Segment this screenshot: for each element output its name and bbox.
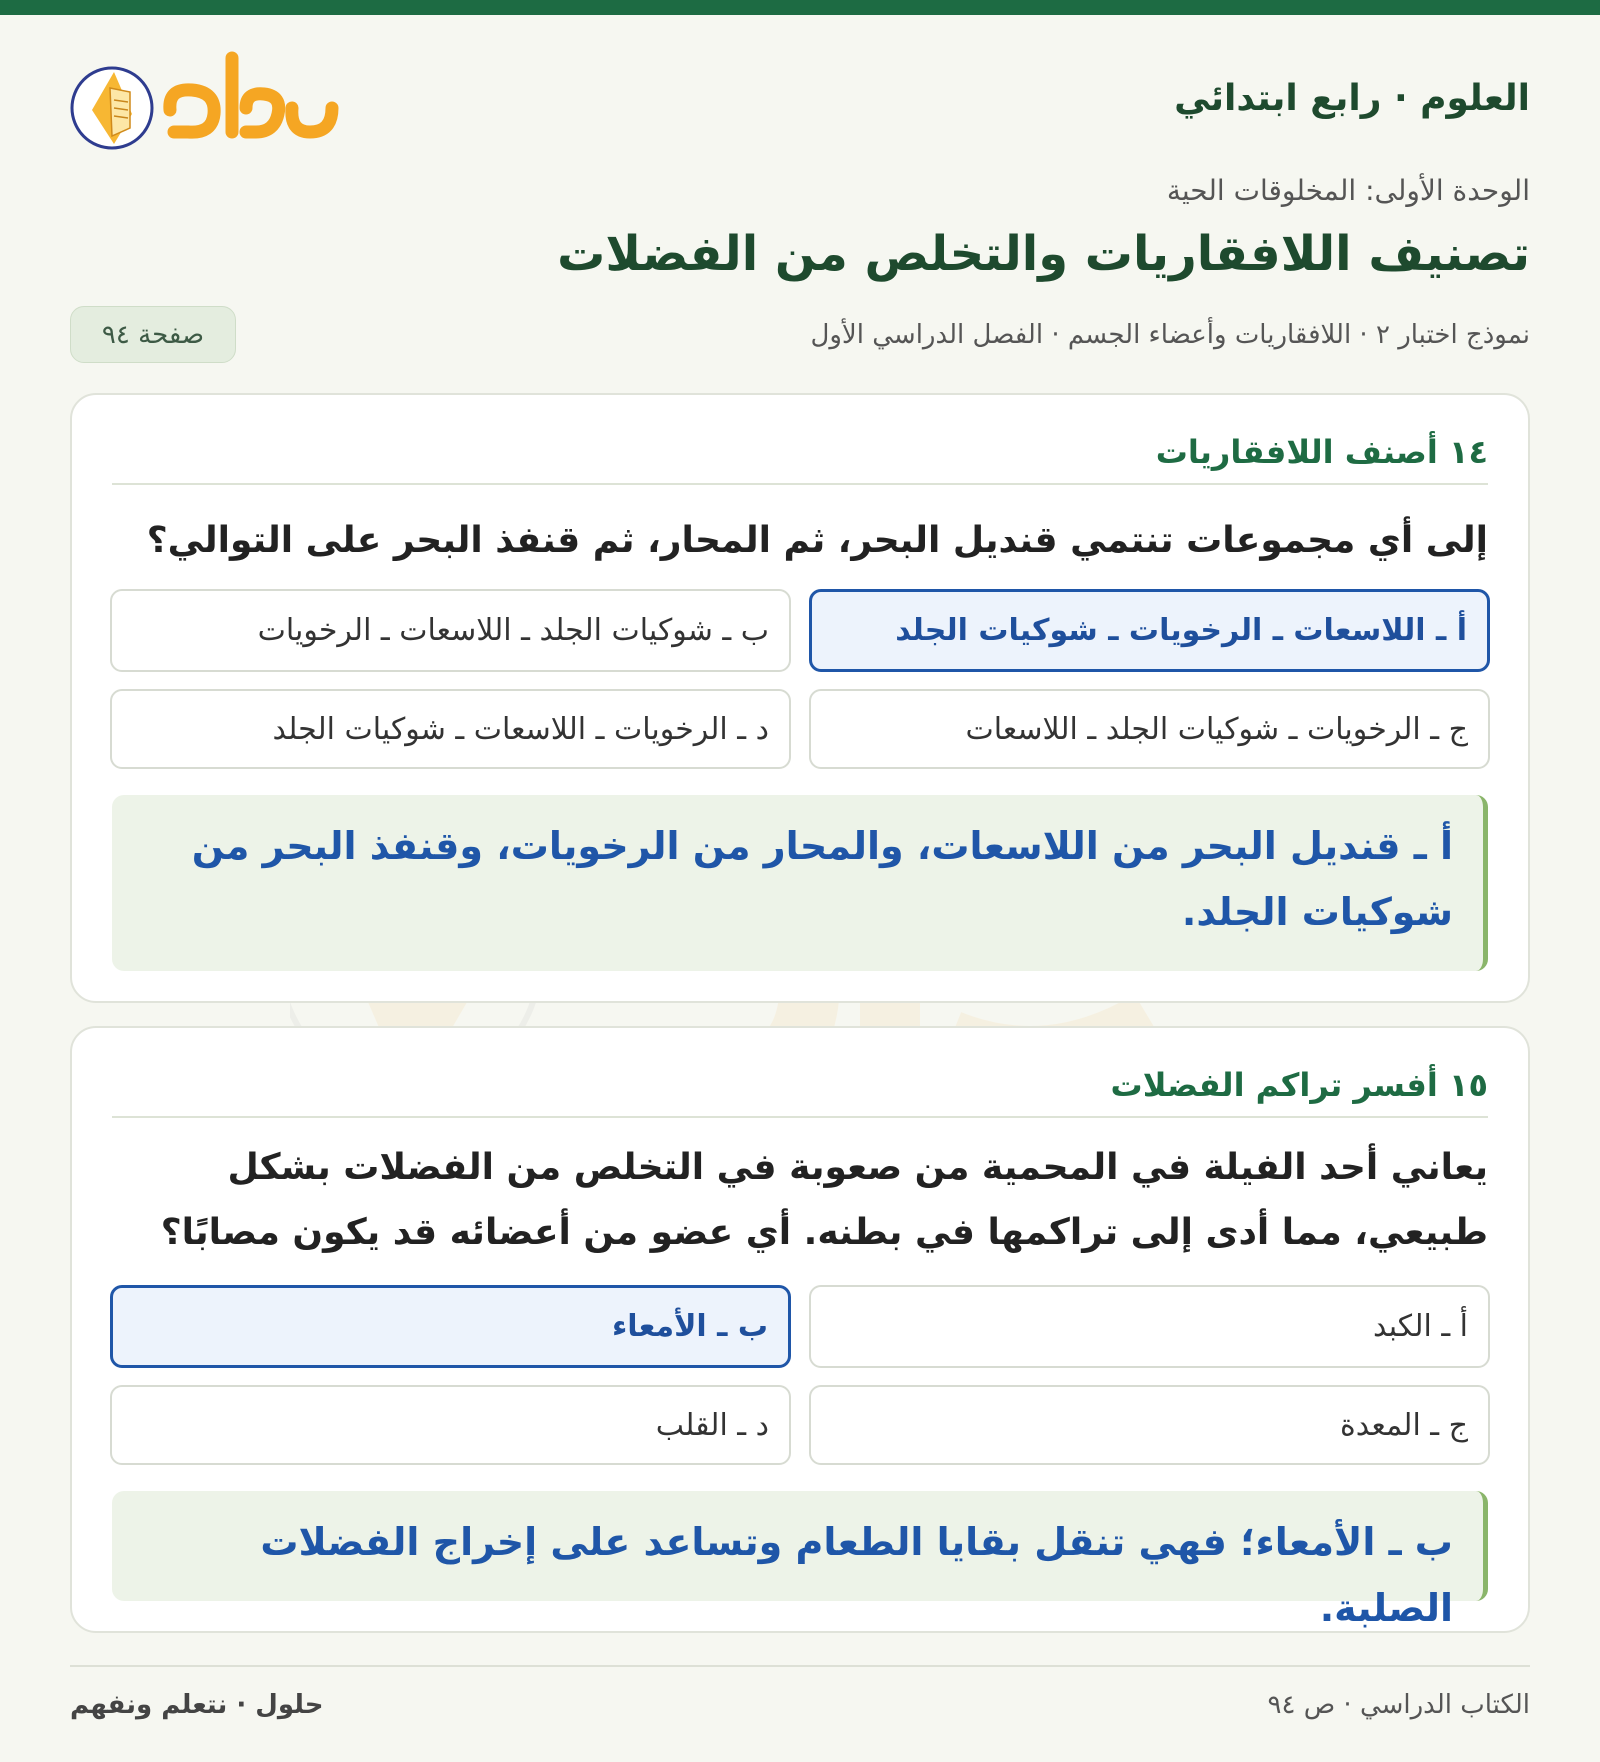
question-text: إلى أي مجموعات تنتمي قنديل البحر، ثم المحار، ثم قنفذ البحر على التوالي؟ xyxy=(146,520,1488,561)
option-label: ب ـ الأمعاء xyxy=(611,1309,768,1344)
question-card-15 xyxy=(70,1026,1530,1633)
option-d[interactable] xyxy=(110,689,791,769)
answer-box xyxy=(112,795,1488,971)
answer-box xyxy=(112,1491,1488,1630)
option-label: ب ـ شوكيات الجلد ـ اللاسعات ـ الرخويات xyxy=(257,613,769,648)
option-c[interactable] xyxy=(809,689,1490,769)
option-label: أ ـ اللاسعات ـ الرخويات ـ شوكيات الجلد xyxy=(895,613,1467,648)
option-label: د ـ القلب xyxy=(655,1407,769,1443)
option-label: ج ـ الرخويات ـ شوكيات الجلد ـ اللاسعات xyxy=(965,711,1468,747)
option-label: د ـ الرخويات ـ اللاسعات ـ شوكيات الجلد xyxy=(272,711,769,747)
question-heading: ١٥ أفسر تراكم الفضلات xyxy=(1110,1066,1488,1104)
option-label: أ ـ الكبد xyxy=(1372,1309,1468,1344)
question-text: يعاني أحد الفيلة في المحمية من صعوبة في التخلص من الفضلات بشكل طبيعي، مما أدى إلى تراكمها في بطنه. أي عضو من أعضائه قد يكون مصابًا؟ xyxy=(160,1147,1488,1253)
question-card-14 xyxy=(70,393,1530,1003)
footer-divider xyxy=(70,1665,1530,1667)
page-number-label: صفحة ٩٤ xyxy=(101,319,205,350)
divider xyxy=(112,483,1488,485)
option-c[interactable] xyxy=(809,1385,1490,1465)
question-heading: ١٤ أصنف اللافقاريات xyxy=(1155,433,1488,471)
divider xyxy=(112,1116,1488,1118)
exam-meta: نموذج اختبار ٢ · اللافقاريات وأعضاء الجسم · الفصل الدراسي الأول xyxy=(810,320,1530,350)
footer-book-ref: الكتاب الدراسي · ص ٩٤ xyxy=(1267,1690,1530,1720)
option-a[interactable] xyxy=(809,1285,1490,1368)
unit-label: الوحدة الأولى: المخلوقات الحية xyxy=(1166,174,1530,207)
page-title: تصنيف اللافقاريات والتخلص من الفضلات xyxy=(557,226,1530,282)
hulul-logo xyxy=(70,48,340,158)
option-b[interactable] xyxy=(110,1285,791,1368)
footer-brand: حلول · نتعلم ونفهم xyxy=(70,1690,324,1720)
option-label: ج ـ المعدة xyxy=(1340,1407,1468,1443)
option-d[interactable] xyxy=(110,1385,791,1465)
subject-title: العلوم · رابع ابتدائي xyxy=(1174,78,1530,119)
answer-text: ب ـ الأمعاء؛ فهي تنقل بقايا الطعام وتساعد على إخراج الفضلات الصلبة. xyxy=(260,1520,1453,1630)
option-b[interactable] xyxy=(110,589,791,672)
option-a[interactable] xyxy=(809,589,1490,672)
top-accent-bar xyxy=(0,0,1600,15)
page-number-badge xyxy=(70,306,236,363)
answer-text: أ ـ قنديل البحر من اللاسعات، والمحار من الرخويات، وقنفذ البحر من شوكيات الجلد. xyxy=(191,824,1453,934)
page-header xyxy=(70,48,1530,158)
